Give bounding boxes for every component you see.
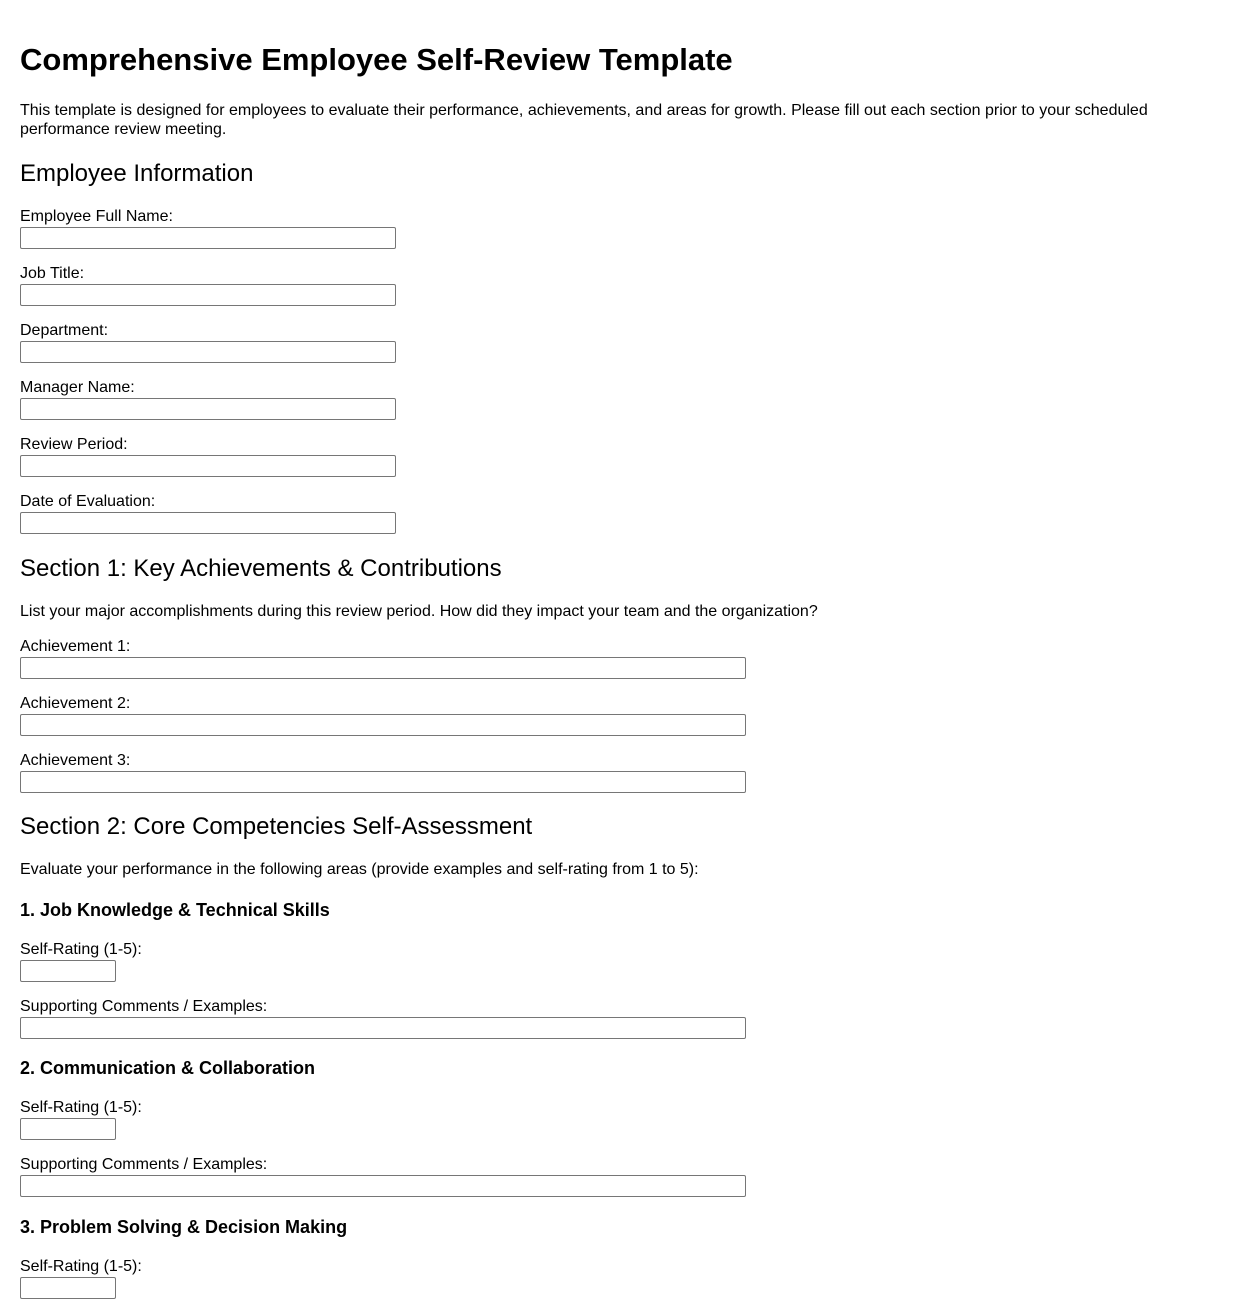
- field-label: Self-Rating (1-5):: [20, 941, 142, 958]
- field-label: Review Period:: [20, 436, 128, 453]
- section2-heading: Section 2: Core Competencies Self-Assessment: [20, 813, 533, 840]
- department-field: [20, 321, 396, 363]
- employee-full-name-field: [20, 207, 396, 249]
- field-label: Supporting Comments / Examples:: [20, 1156, 268, 1173]
- review-period-field: [20, 435, 396, 477]
- field-label: Self-Rating (1-5):: [20, 1258, 142, 1275]
- field-label: Achievement 2:: [20, 695, 131, 712]
- date-of-evaluation-input[interactable]: [20, 512, 396, 534]
- job-title-input[interactable]: [20, 284, 396, 306]
- achievement-1-field: [20, 637, 746, 679]
- achievement-2-field: [20, 694, 746, 736]
- competency-2-rating-field: [20, 1098, 142, 1140]
- employee-full-name-input[interactable]: [20, 227, 396, 249]
- achievement-1-input[interactable]: [20, 657, 746, 679]
- field-label: Department:: [20, 322, 109, 339]
- department-input[interactable]: [20, 341, 396, 363]
- field-label: Achievement 1:: [20, 638, 131, 655]
- competency-1-comments-field: [20, 997, 746, 1039]
- competency-1-rating-input[interactable]: [20, 960, 116, 982]
- page-title: Comprehensive Employee Self-Review Template: [20, 42, 733, 77]
- field-label: Achievement 3:: [20, 752, 131, 769]
- competency-2-comments-input[interactable]: [20, 1175, 746, 1197]
- achievement-2-input[interactable]: [20, 714, 746, 736]
- competency-3-rating-field: [20, 1257, 142, 1299]
- date-of-evaluation-field: [20, 492, 396, 534]
- competency-2-title: 2. Communication & Collaboration: [20, 1058, 316, 1078]
- competency-1-comments-input[interactable]: [20, 1017, 746, 1039]
- achievement-3-field: [20, 751, 746, 793]
- competency-3-title: 3. Problem Solving & Decision Making: [20, 1217, 348, 1237]
- field-label: Employee Full Name:: [20, 208, 173, 225]
- competency-2-comments-field: [20, 1155, 746, 1197]
- field-label: Job Title:: [20, 265, 85, 282]
- job-title-field: [20, 264, 396, 306]
- competency-3-rating-input[interactable]: [20, 1277, 116, 1299]
- manager-name-input[interactable]: [20, 398, 396, 420]
- field-label: Date of Evaluation:: [20, 493, 156, 510]
- competency-1-title: 1. Job Knowledge & Technical Skills: [20, 900, 330, 920]
- section2-description: Evaluate your performance in the following areas (provide examples and self-rating from 1 to 5):: [20, 861, 699, 878]
- review-period-input[interactable]: [20, 455, 396, 477]
- competency-2-rating-input[interactable]: [20, 1118, 116, 1140]
- manager-name-field: [20, 378, 396, 420]
- employee-info-heading: Employee Information: [20, 160, 254, 187]
- achievement-3-input[interactable]: [20, 771, 746, 793]
- section1-description: List your major accomplishments during this review period. How did they impact your team and the organization?: [20, 603, 818, 620]
- section1-heading: Section 1: Key Achievements & Contributions: [20, 555, 502, 582]
- intro-text: This template is designed for employees to evaluate their performance, achievements, and areas for growth. Please fill out each section prior to your scheduled performance review meeting.: [20, 102, 1148, 138]
- field-label: Self-Rating (1-5):: [20, 1099, 142, 1116]
- field-label: Manager Name:: [20, 379, 135, 396]
- competency-1-rating-field: [20, 940, 142, 982]
- field-label: Supporting Comments / Examples:: [20, 998, 268, 1015]
